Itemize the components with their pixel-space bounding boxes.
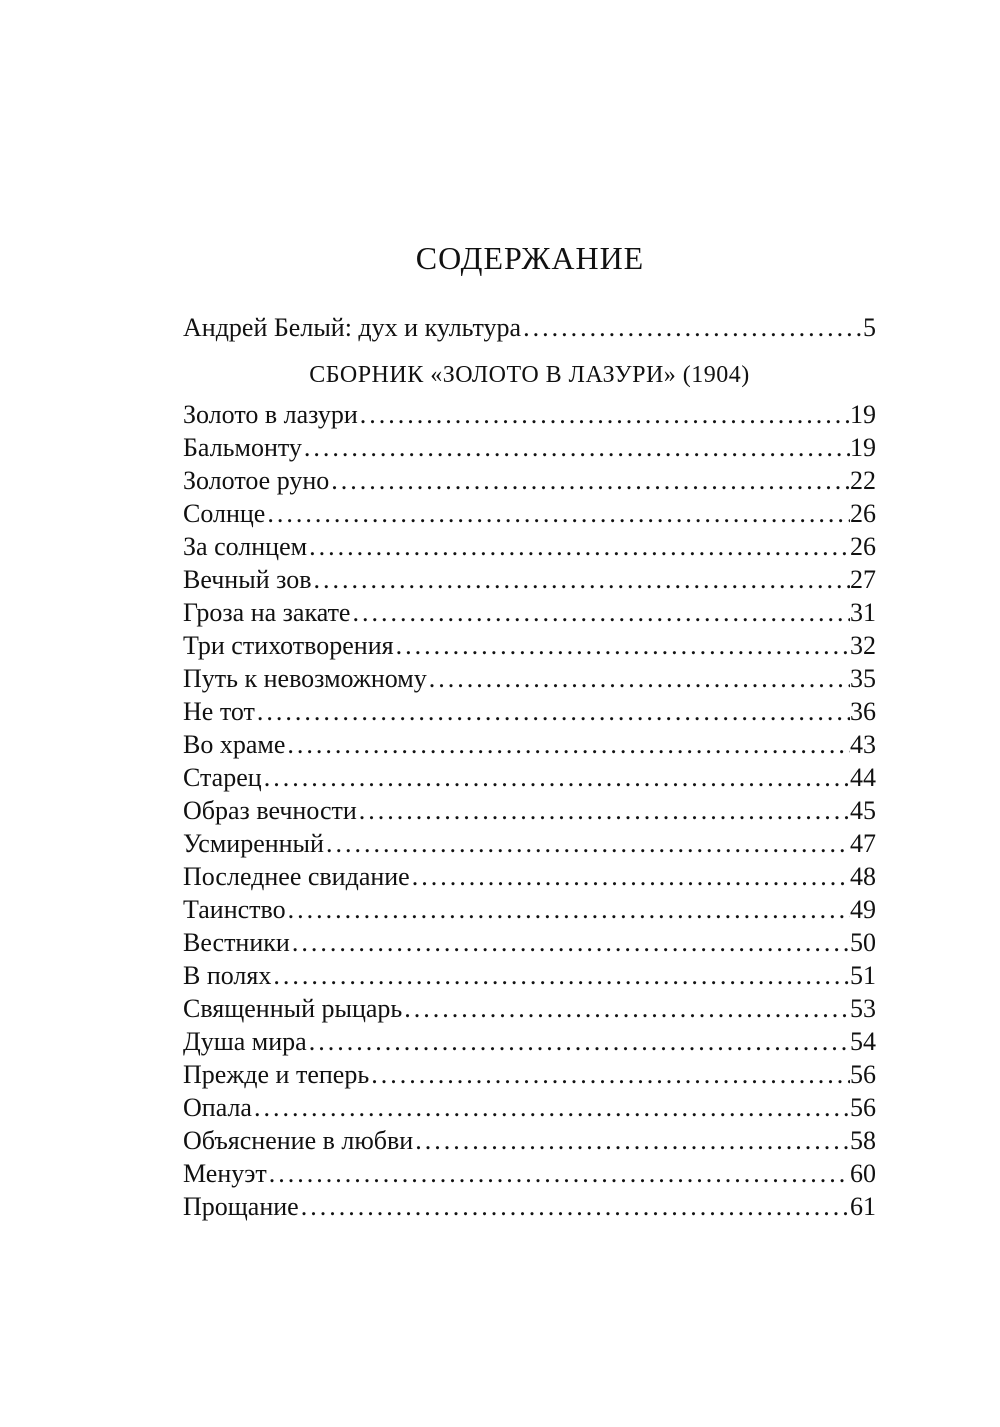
dot-leader [402, 992, 850, 1025]
dot-leader [369, 1058, 850, 1091]
toc-entry-label: В полях [183, 961, 272, 990]
dot-leader [357, 794, 850, 827]
dot-leader [252, 1091, 850, 1124]
toc-entry-label: Объяснение в любви [183, 1126, 414, 1155]
dot-leader [307, 530, 850, 563]
dot-leader [286, 893, 850, 926]
dot-leader [350, 596, 850, 629]
toc-entry [183, 860, 876, 893]
toc-entry [183, 992, 876, 1025]
toc-entry-label: Образ вечности [183, 796, 357, 825]
toc-entry [183, 464, 876, 497]
toc-entry [183, 1025, 876, 1058]
toc-entry [183, 398, 876, 431]
toc-entry [183, 497, 876, 530]
toc-entry [183, 530, 876, 563]
dot-leader [290, 926, 850, 959]
toc-entry-label: Путь к невозможному [183, 664, 427, 693]
toc-entry-label: Усмиренный [183, 829, 324, 858]
toc-entry-label: Опала [183, 1093, 252, 1122]
dot-leader [271, 959, 850, 992]
dot-leader [312, 563, 850, 596]
dot-leader [267, 1157, 850, 1190]
toc-entry [183, 893, 876, 926]
toc-entry-page: 56 [850, 1093, 876, 1122]
toc-entry [183, 563, 876, 596]
toc-entry [183, 662, 876, 695]
toc-entry-page: 48 [850, 862, 876, 891]
toc-entry-page: 27 [850, 565, 876, 594]
dot-leader [302, 431, 850, 464]
toc-entry-label: Не тот [183, 697, 255, 726]
dot-leader [324, 827, 850, 860]
toc-entry-label: Последнее свидание [183, 862, 410, 891]
toc-entry-page: 60 [850, 1159, 876, 1188]
toc-entry-page: 44 [850, 763, 876, 792]
dot-leader [410, 860, 850, 893]
toc-entry-page: 35 [850, 664, 876, 693]
dot-leader [255, 695, 850, 728]
toc-entry-page: 51 [850, 961, 876, 990]
toc-entry [183, 1091, 876, 1124]
toc-entry [183, 596, 876, 629]
toc-entry-page: 47 [850, 829, 876, 858]
toc-entry-page: 54 [850, 1027, 876, 1056]
toc-entry-page: 56 [850, 1060, 876, 1089]
table-of-contents [183, 310, 876, 1223]
page-title: СОДЕРЖАНИЕ [415, 240, 645, 276]
toc-entry [183, 1190, 876, 1223]
toc-entry-label: Бальмонту [183, 433, 302, 462]
section-heading: СБОРНИК «ЗОЛОТО В ЛАЗУРИ» (1904) [309, 362, 750, 388]
toc-entry [183, 431, 876, 464]
toc-entry-page: 19 [850, 400, 876, 429]
dot-leader [262, 761, 850, 794]
toc-entry-page: 61 [850, 1192, 876, 1221]
dot-leader [358, 398, 850, 431]
toc-entry-page: 32 [850, 631, 876, 660]
toc-entry-label: Таинство [183, 895, 286, 924]
dot-leader [427, 662, 850, 695]
toc-entry-page: 43 [850, 730, 876, 759]
toc-entry [183, 761, 876, 794]
toc-entry-label: Во храме [183, 730, 286, 759]
toc-entry [183, 794, 876, 827]
toc-entry [183, 1058, 876, 1091]
dot-leader [307, 1025, 850, 1058]
toc-entry-page: 19 [850, 433, 876, 462]
toc-entry [183, 959, 876, 992]
toc-entry-label: Вестники [183, 928, 290, 957]
toc-entry-label: Золотое руно [183, 466, 330, 495]
toc-entry-label: Священный рыцарь [183, 994, 403, 1023]
toc-entry-page: 5 [863, 313, 876, 342]
toc-entry [183, 728, 876, 761]
dot-leader [329, 464, 850, 497]
toc-entry-page: 31 [850, 598, 876, 627]
dot-leader [285, 728, 850, 761]
toc-entry [183, 629, 876, 662]
toc-entry-label: Три стихотворения [183, 631, 394, 660]
toc-entry [183, 695, 876, 728]
toc-entry-label: Менуэт [183, 1159, 267, 1188]
toc-entry [183, 1124, 876, 1157]
toc-entry-label: Вечный зов [183, 565, 312, 594]
toc-entry-label: Золото в лазури [183, 400, 358, 429]
toc-entry-label: Гроза на закате [183, 598, 351, 627]
toc-entry-page: 26 [850, 532, 876, 561]
dot-leader [521, 310, 863, 346]
toc-entry-intro [183, 310, 876, 346]
toc-entry [183, 926, 876, 959]
toc-entry-page: 49 [850, 895, 876, 924]
toc-entry-label: Солнце [183, 499, 266, 528]
toc-entry-page: 50 [850, 928, 876, 957]
toc-entry-page: 22 [850, 466, 876, 495]
dot-leader [413, 1124, 850, 1157]
toc-entry [183, 827, 876, 860]
toc-entry-page: 53 [850, 994, 876, 1023]
dot-leader [394, 629, 850, 662]
toc-entry-label: Прежде и теперь [183, 1060, 370, 1089]
toc-entry-list [183, 398, 876, 1223]
dot-leader [299, 1190, 850, 1223]
toc-entry-label: За солнцем [183, 532, 308, 561]
toc-entry-page: 45 [850, 796, 876, 825]
toc-entry [183, 1157, 876, 1190]
toc-entry-page: 26 [850, 499, 876, 528]
toc-entry-label: Андрей Белый: дух и культура [183, 313, 522, 342]
toc-entry-label: Старец [183, 763, 262, 792]
dot-leader [265, 497, 850, 530]
toc-entry-page: 58 [850, 1126, 876, 1155]
toc-entry-page: 36 [850, 697, 876, 726]
toc-entry-label: Прощание [183, 1192, 299, 1221]
toc-entry-label: Душа мира [183, 1027, 307, 1056]
